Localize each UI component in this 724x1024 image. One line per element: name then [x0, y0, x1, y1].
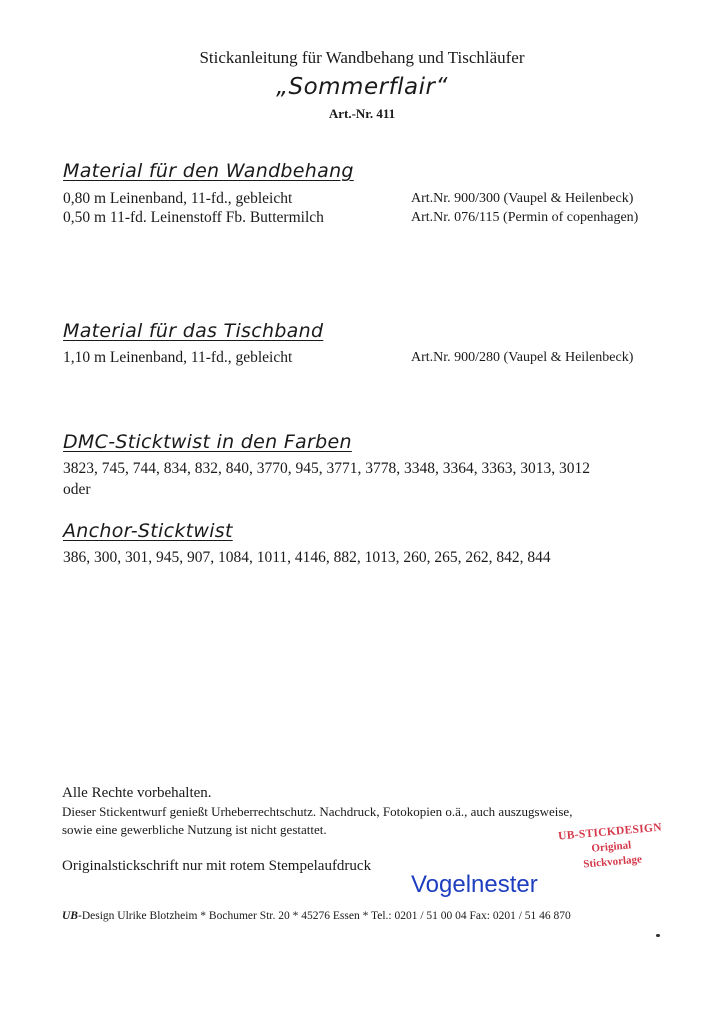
- address-brand: UB: [62, 910, 78, 922]
- address-details: -Design Ulrike Blotzheim * Bochumer Str. 20 * 45276 Essen * Tel.: 0201 / 51 00 04 Fax: 0201 / 51 46 870: [77, 910, 571, 922]
- material-ref: Art.Nr. 076/115 (Permin of copenhagen): [411, 210, 639, 225]
- stamp-line3: Stickvorlage: [582, 853, 643, 871]
- original-notice: Originalstickschrift nur mit rotem Stempelaufdruck: [62, 858, 372, 874]
- section-title-wandbehang: Material für den Wandbehang: [63, 160, 354, 182]
- article-number: Art.-Nr. 411: [328, 106, 396, 121]
- section-title-anchor: Anchor-Sticktwist: [63, 520, 233, 542]
- stamp-line1: UB-STICKDESIGN: [557, 821, 663, 843]
- section-title-tischband: Material für das Tischband: [63, 320, 324, 342]
- dmc-color-list: 3823, 745, 744, 834, 832, 840, 3770, 945, 3771, 3778, 3348, 3364, 3363, 3013, 3012: [63, 460, 590, 477]
- material-ref: Art.Nr. 900/280 (Vaupel & Heilenbeck): [411, 350, 634, 365]
- design-name: „Sommerflair“: [276, 74, 448, 100]
- material-item: 0,80 m Leinenband, 11-fd., gebleicht: [63, 190, 293, 207]
- scan-speck: [656, 934, 660, 937]
- rights-reserved: Alle Rechte vorbehalten.: [62, 785, 212, 801]
- anchor-color-list: 386, 300, 301, 945, 907, 1084, 1011, 4146, 882, 1013, 260, 265, 262, 842, 844: [63, 549, 551, 566]
- material-item: 0,50 m 11-fd. Leinenstoff Fb. Buttermilch: [63, 209, 324, 226]
- document-title: Stickanleitung für Wandbehang und Tischläufer: [199, 48, 525, 67]
- red-stamp: [547, 820, 676, 879]
- material-item: 1,10 m Leinenband, 11-fd., gebleicht: [63, 349, 293, 366]
- stamp-line2: Original: [591, 839, 632, 855]
- material-ref: Art.Nr. 900/300 (Vaupel & Heilenbeck): [411, 191, 634, 206]
- vogelnester-label: Vogelnester: [411, 871, 538, 898]
- section-title-dmc: DMC-Sticktwist in den Farben: [63, 431, 352, 453]
- copyright-notice-line1: Dieser Stickentwurf genießt Urheberrechtschutz. Nachdruck, Fotokopien o.ä., auch auszugsweise,: [62, 804, 573, 819]
- address-line: [62, 910, 571, 922]
- oder-text: oder: [63, 481, 91, 498]
- copyright-notice-line2: sowie eine gewerbliche Nutzung ist nicht gestattet.: [62, 822, 327, 837]
